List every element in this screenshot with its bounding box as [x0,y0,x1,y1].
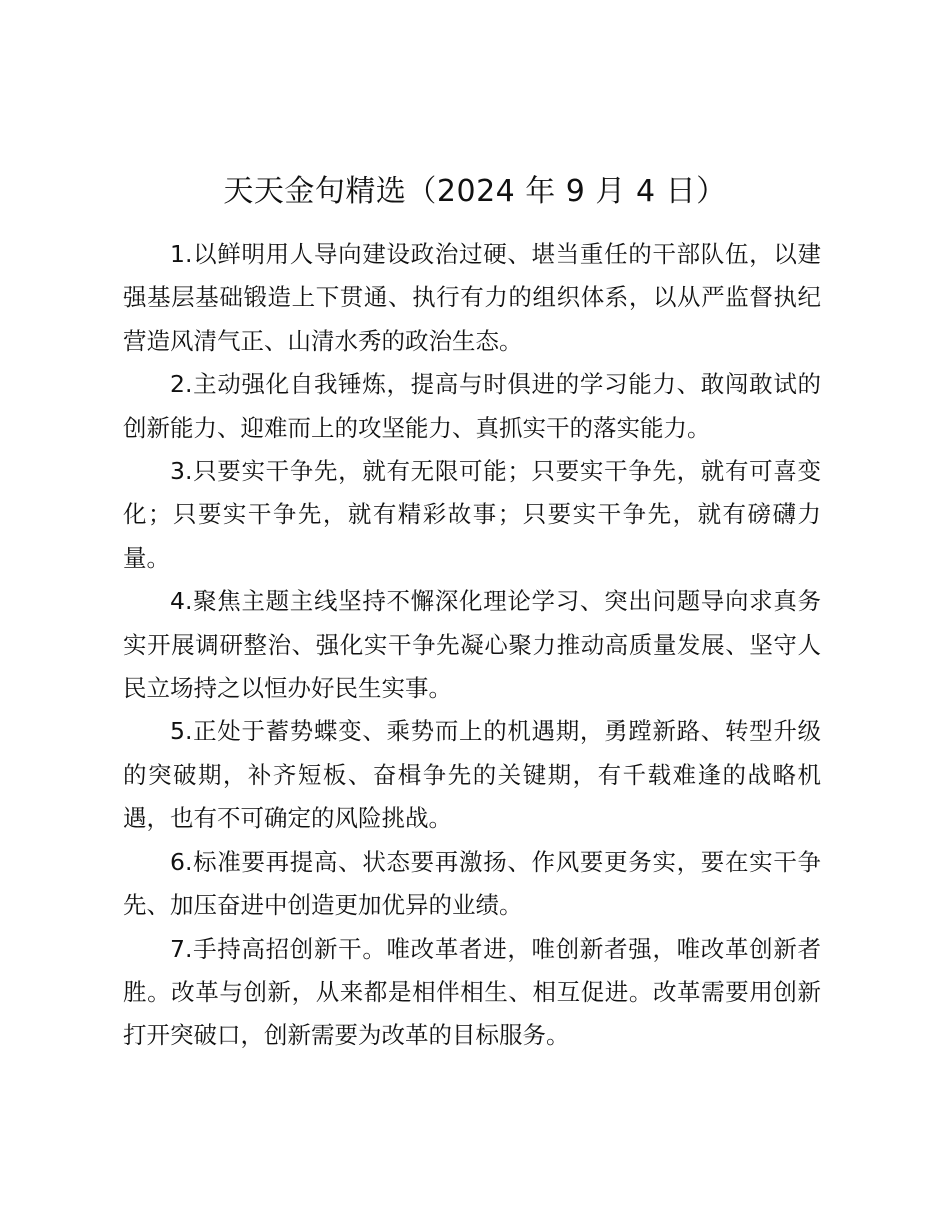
paragraph-7: 7.手持高招创新干。唯改革者进，唯创新者强，唯改革创新者胜。改革与创新，从来都是相伴相生、相互促进。改革需要用创新打开突破口，创新需要为改革的目标服务。 [123,934,821,1050]
document-title: 天天金句精选（2024 年 9 月 4 日） [223,174,727,209]
paragraph-4: 4.聚焦主题主线坚持不懈深化理论学习、突出问题导向求真务实开展调研整治、强化实干争先凝心聚力推动高质量发展、坚守人民立场持之以恒办好民生实事。 [123,587,821,703]
paragraph-6: 6.标准要再提高、状态要再激扬、作风要更务实，要在实干争先、加压奋进中创造更加优异的业绩。 [123,847,821,920]
paragraph-1: 1.以鲜明用人导向建设政治过硬、堪当重任的干部队伍，以建强基层基础锻造上下贯通、执行有力的组织体系，以从严监督执纪营造风清气正、山清水秀的政治生态。 [123,240,821,355]
paragraph-2: 2.主动强化自我锤炼，提高与时俱进的学习能力、敢闯敢试的创新能力、迎难而上的攻坚能力、真抓实干的落实能力。 [123,370,821,442]
paragraph-3: 3.只要实干争先，就有无限可能；只要实干争先，就有可喜变化；只要实干争先，就有精彩故事；只要实干争先，就有磅礴力量。 [123,457,821,572]
document-body [123,233,821,1058]
paragraph-5: 5.正处于蓄势蝶变、乘势而上的机遇期，勇蹚新路、转型升级的突破期，补齐短板、奋楫争先的关键期，有千载难逢的战略机遇，也有不可确定的风险挑战。 [123,717,821,833]
